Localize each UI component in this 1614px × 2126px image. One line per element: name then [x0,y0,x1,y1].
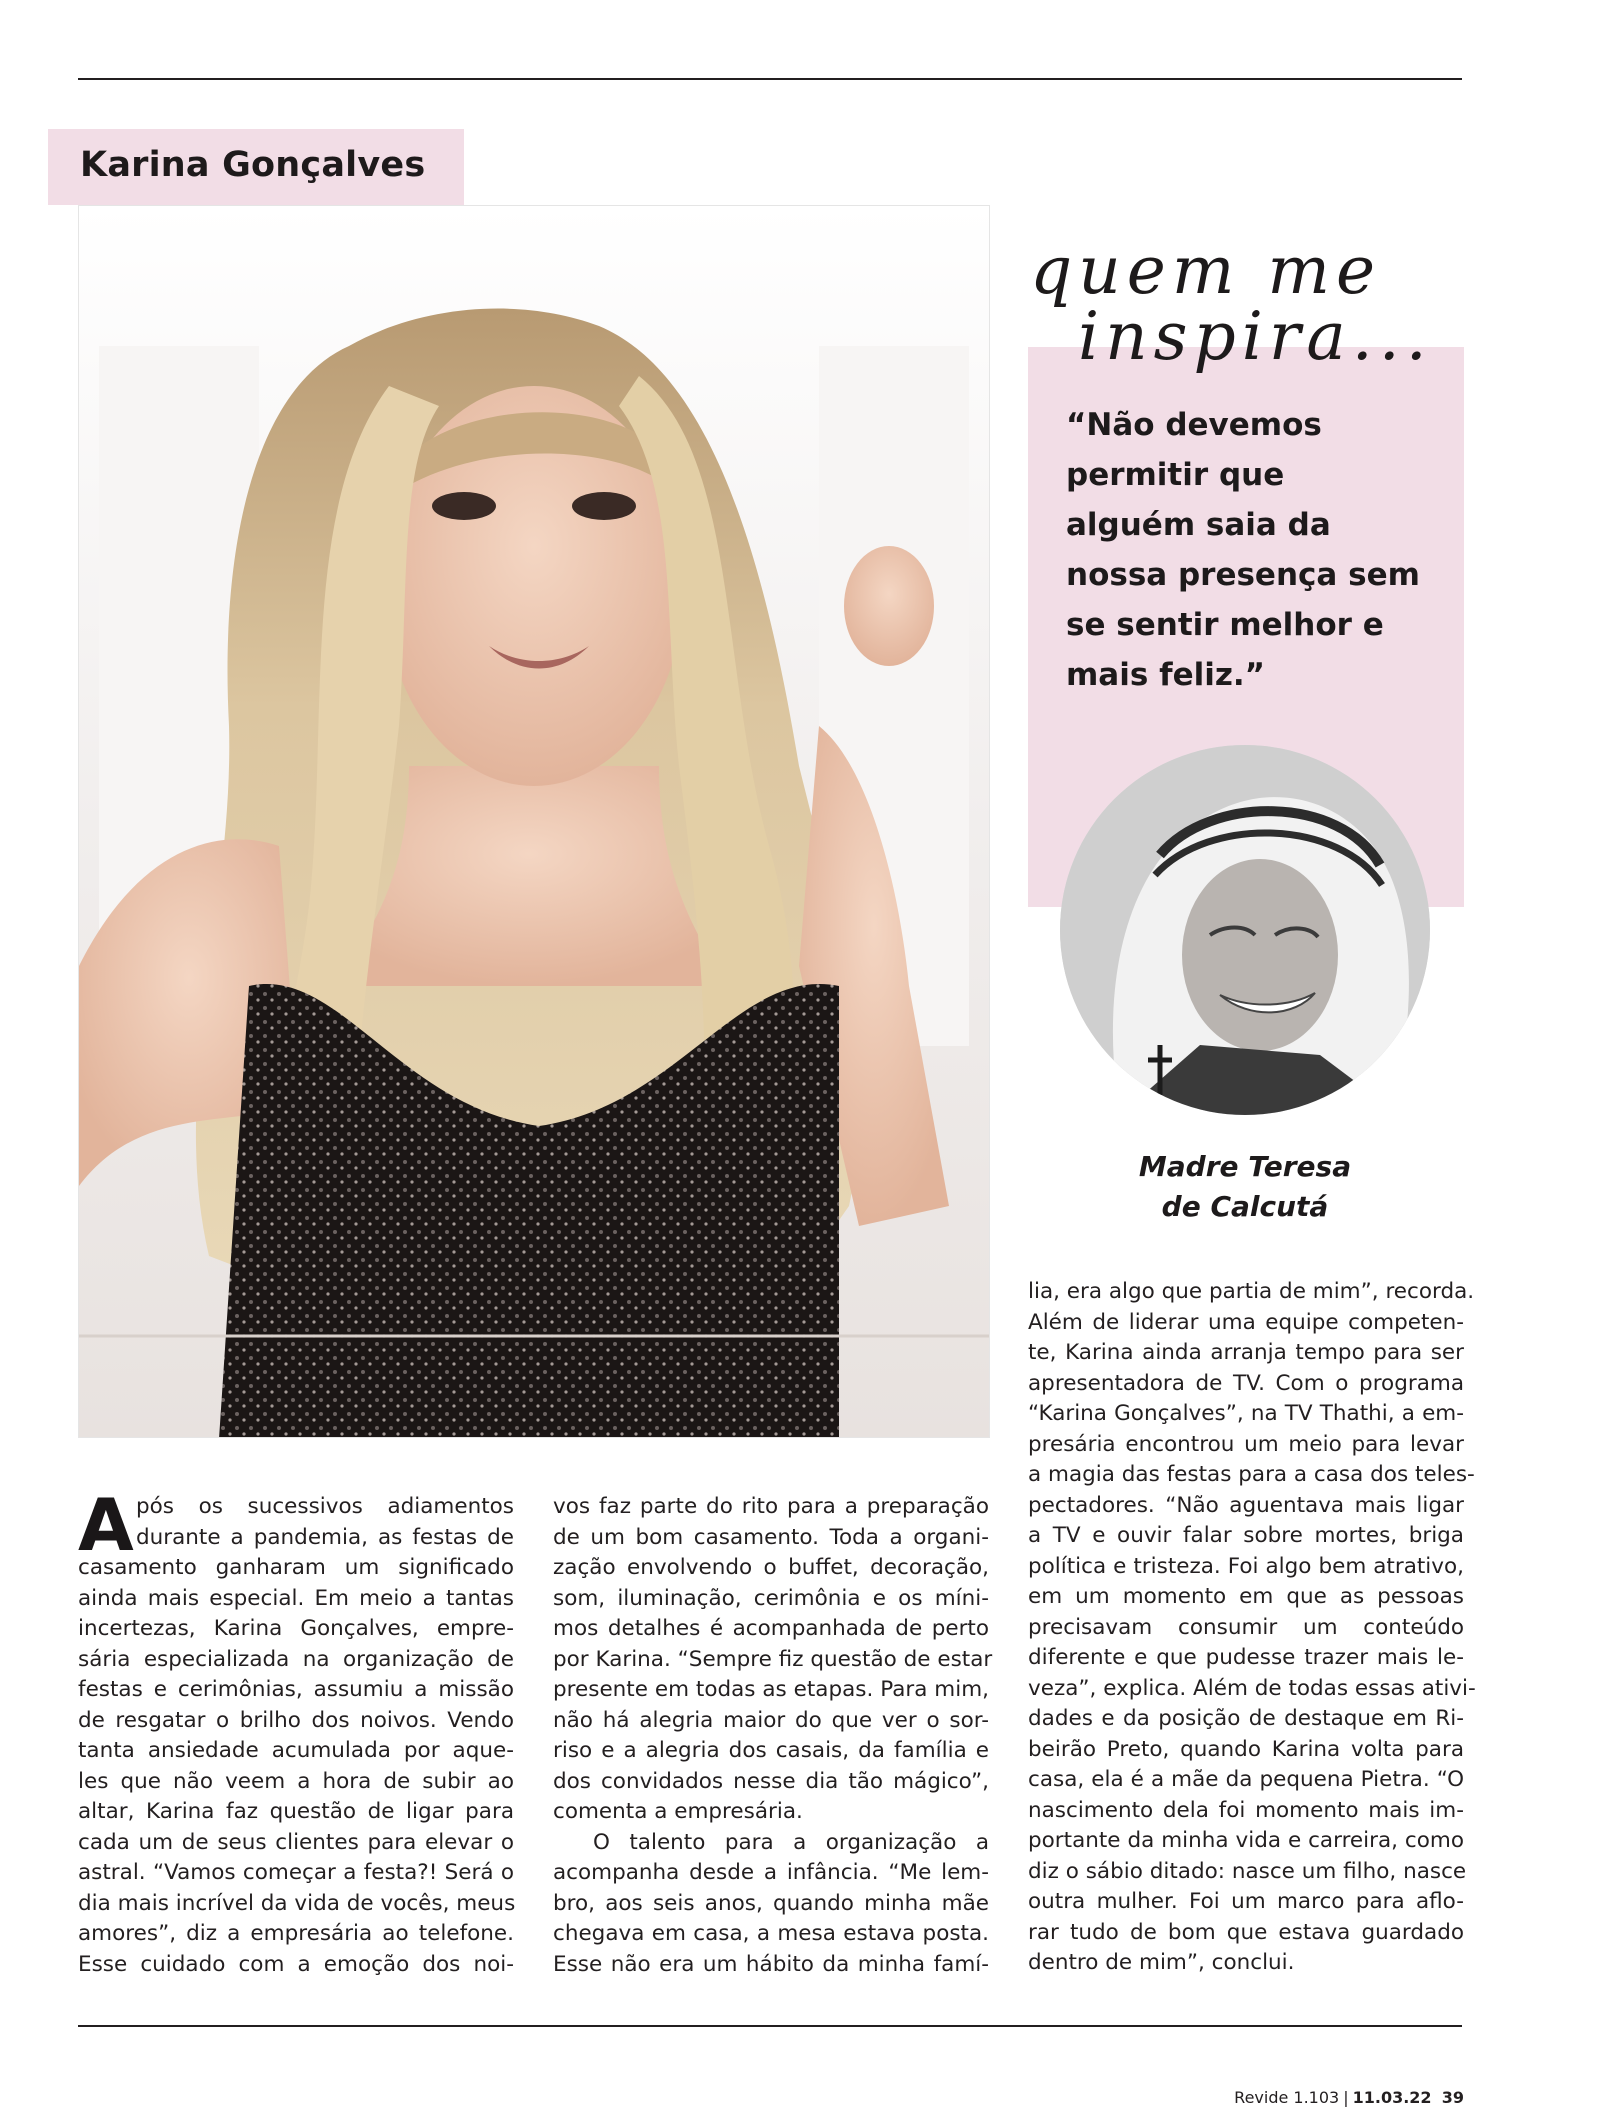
article-line: dentro de mim”, conclui. [1028,1950,1295,1975]
article-line: altar, Karina faz questão de ligar para [78,1799,514,1824]
issue-date: 11.03.22 [1352,2088,1432,2107]
article-line: comenta a empresária. [553,1799,803,1824]
article-column-1 [78,1483,516,1980]
article-line: precisavam consumir um conteúdo [1028,1614,1464,1640]
article-line: incertezas, Karina Gonçalves, empre- [78,1616,514,1641]
article-line: diz o sábio ditado: nasce um filho, nasce [1028,1858,1467,1884]
quote-line: nossa presença sem [1066,557,1420,593]
quote-line: “Não devemos [1066,407,1322,443]
article-line: nascimento dela foi momento mais im- [1028,1797,1464,1823]
article-line: festas e cerimônias, assumiu a missão [78,1677,514,1702]
article-line: dos convidados nesse dia tão mágico”, [553,1768,989,1794]
article-line: presária encontrou um meio para levar [1028,1431,1464,1457]
quote-line: se sentir melhor e [1066,607,1384,643]
article-line: cada um de seus clientes para elevar o [78,1829,514,1855]
article-line: presente em todas as etapas. Para mim, [553,1677,989,1702]
main-photo [78,205,990,1438]
article-line: política e tristeza. Foi algo bem atrativo, [1028,1553,1464,1579]
article-line: de um bom casamento. Toda a organi- [553,1524,989,1550]
article-line: rar tudo de bom que estava guardado [1028,1919,1464,1945]
article-line: beirão Preto, quando Karina volta para [1028,1736,1464,1762]
article-line: diferente e que pudesse trazer mais le- [1028,1645,1464,1670]
inspiration-quote [1066,400,1446,700]
drop-cap: A [78,1483,134,1567]
article-line: casamento ganharam um significado [78,1555,514,1580]
article-line: te, Karina ainda arranja tempo para ser [1028,1340,1464,1365]
article-line: vos faz parte do rito para a preparação [553,1494,989,1519]
quote-line: alguém saia da [1066,507,1331,543]
photo-illustration [79,206,990,1438]
article-line: veza”, explica. Além de todas essas ativi- [1028,1675,1476,1701]
article-line: casa, ela é a mãe da pequena Pietra. “O [1028,1767,1464,1792]
footer-separator: | [1343,2088,1349,2107]
portrait-photo [1060,745,1430,1115]
article-line: pós os sucessivos adiamentos [136,1494,514,1519]
article-line: dia mais incrível da vida de vocês, meus [78,1890,516,1916]
caption-line: de Calcutá [1161,1190,1329,1223]
article-line: O talento para a organização a [593,1829,989,1855]
bottom-rule [78,2025,1462,2027]
article-line: zação envolvendo o buffet, decoração, [553,1555,989,1580]
article-line: som, iluminação, cerimônia e os míni- [553,1585,989,1611]
quote-line: mais feliz.” [1066,657,1266,693]
article-line: dades e da posição de destaque em Ri- [1028,1706,1464,1731]
article-line: apresentadora de TV. Com o programa [1028,1370,1464,1396]
section-name: Karina Gonçalves [80,145,426,185]
article-line: durante a pandemia, as festas de [136,1524,514,1550]
article-line: chegava em casa, a mesa estava posta. [553,1921,989,1946]
script-heading-line1: quem me [1030,232,1382,309]
page-footer [1234,2088,1464,2107]
article-line: Esse cuidado com a emoção dos noi- [78,1951,514,1977]
article-line: por Karina. “Sempre fiz questão de estar [553,1646,993,1672]
article-column-3 [1028,1277,1476,1979]
article-line: riso e a alegria dos casais, da família e [553,1738,989,1763]
article-line: lia, era algo que partia de mim”, recorda. [1028,1279,1475,1304]
name-tag [48,129,464,205]
article-line: de resgatar o brilho dos noivos. Vendo [78,1707,514,1733]
article-line: les que não veem a hora de subir ao [78,1768,514,1794]
article-line: a TV e ouvir falar sobre mortes, briga [1028,1523,1464,1548]
article-line: em um momento em que as pessoas [1028,1584,1464,1609]
top-rule [78,78,1462,80]
portrait-caption [1060,1147,1430,1227]
article-line: não há alegria maior do que ver o sor- [553,1707,989,1733]
caption-line: Madre Teresa [1138,1150,1352,1183]
article-line: pectadores. “Não aguentava mais ligar [1028,1492,1464,1518]
article-line: a magia das festas para a casa dos teles- [1028,1462,1475,1487]
article-column-2 [553,1492,993,1980]
magazine-issue: Revide 1.103 [1234,2088,1340,2107]
article-line: Além de liderar uma equipe competen- [1028,1309,1464,1335]
article-line: portante da minha vida e carreira, como [1028,1828,1464,1853]
article-line: acompanha desde a infância. “Me lem- [553,1860,989,1885]
article-line: tanta ansiedade acumulada por aque- [78,1738,514,1763]
quote-line: permitir que [1066,457,1285,493]
script-heading-line2: inspira... [1078,298,1433,375]
article-line: ainda mais especial. Em meio a tantas [78,1585,514,1611]
article-line: outra mulher. Foi um marco para aflo- [1028,1889,1464,1914]
article-line: bro, aos seis anos, quando minha mãe [553,1890,989,1916]
article-line: amores”, diz a empresária ao telefone. [78,1921,514,1946]
article-line: mos detalhes é acompanhada de perto [553,1616,989,1641]
article-line: astral. “Vamos começar a festa?! Será o [78,1860,514,1885]
article-line: Esse não era um hábito da minha famí- [553,1951,989,1977]
article-line: “Karina Gonçalves”, na TV Thathi, a em- [1028,1401,1464,1426]
page-number: 39 [1441,2088,1464,2107]
article-line: sária especializada na organização de [78,1646,514,1672]
portrait-illustration [1060,745,1430,1115]
